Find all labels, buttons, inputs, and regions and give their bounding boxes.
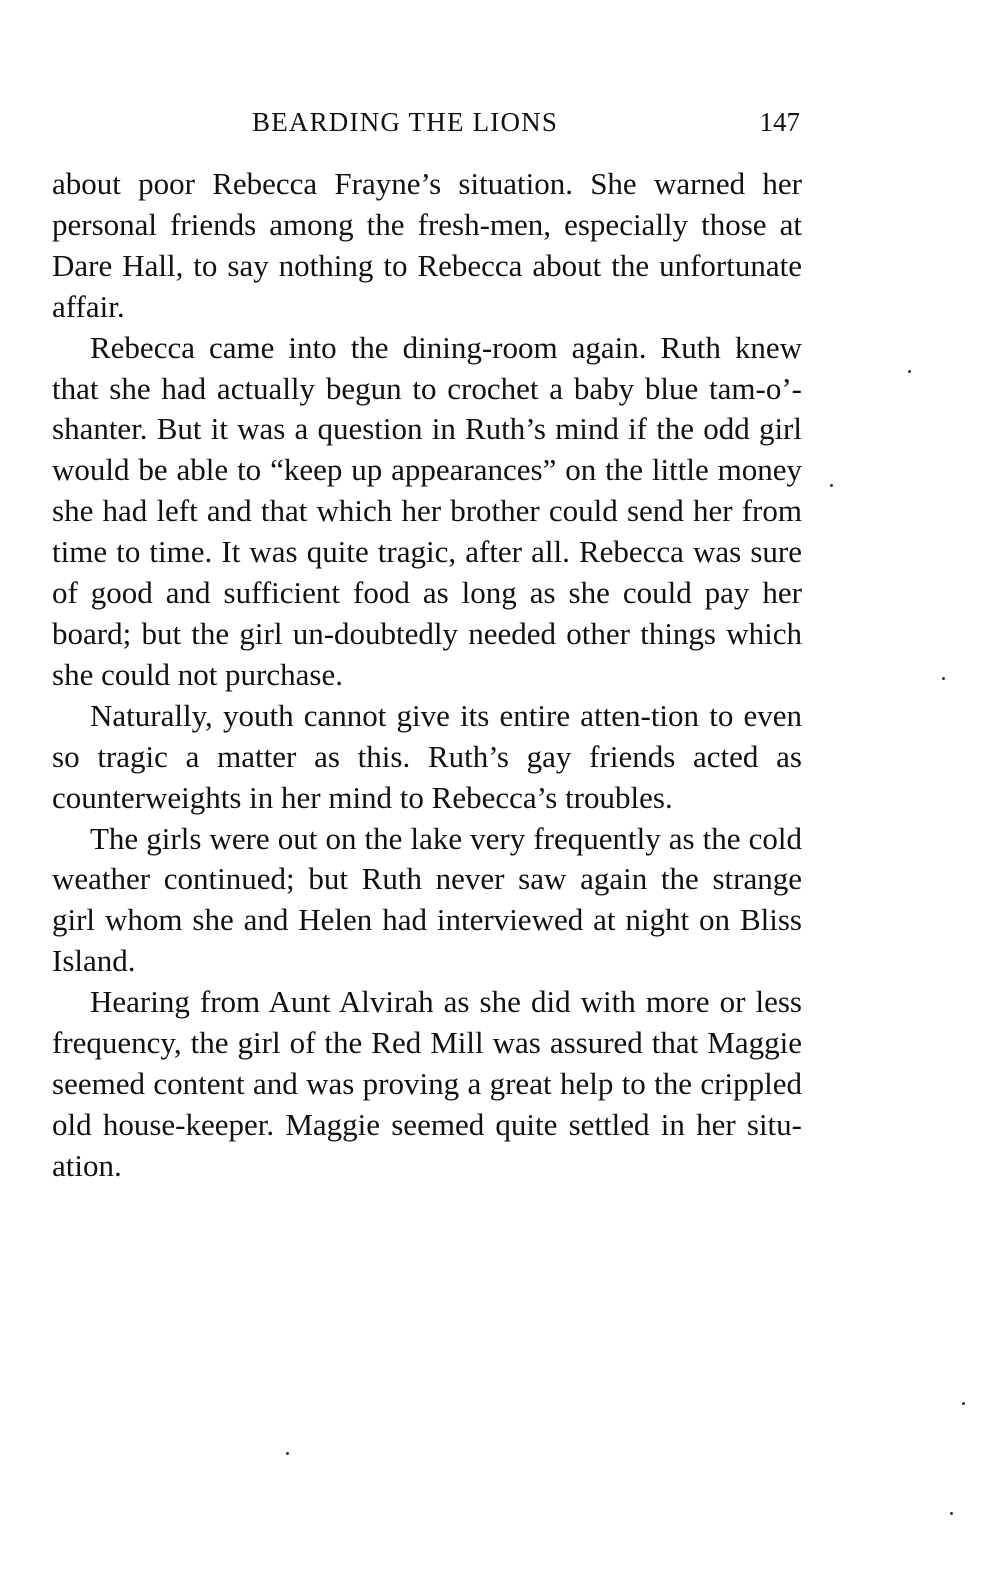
page-header — [52, 104, 802, 140]
body-text — [52, 164, 802, 1187]
paragraph: Rebecca came into the dining-room again. Ruth knew that she had actually begun to crochet a baby blue tam-o’-shanter. But it was a question in Ruth’s mind if the odd girl would be able to “keep up appearances” on the little money she had left and that which her brother could send her from time to time. It was quite tragic, after all. Rebecca was sure of good and sufficient food as long as she could pay her board; but the girl un-doubtedly needed other things which she could not purchase. — [52, 329, 802, 692]
scan-speck — [908, 370, 911, 373]
running-head: BEARDING THE LIONS — [252, 107, 559, 137]
paragraph: The girls were out on the lake very frequently as the cold weather continued; but Ruth never saw again the strange girl whom she and Helen had interviewed at night on Bliss Island. — [52, 820, 802, 979]
scan-speck — [950, 1512, 953, 1515]
paragraph: about poor Rebecca Frayne’s situation. She warned her personal friends among the fresh-men, especially those at Dare Hall, to say nothing to Rebecca about the unfortunate affair. — [52, 166, 802, 324]
scan-speck — [286, 1452, 289, 1455]
paragraph: Hearing from Aunt Alvirah as she did with more or less frequency, the girl of the Red Mill was assured that Maggie seemed content and was proving a great help to the crippled old house-keeper. Maggie seemed quite settled in her situ-ation. — [52, 984, 802, 1183]
scan-speck — [830, 484, 833, 487]
scan-speck — [962, 1402, 965, 1405]
paragraph: Naturally, youth cannot give its entire atten-tion to even so tragic a matter as this. Ruth’s gay friends acted as counterweights in her mind to Rebecca’s troubles. — [52, 697, 802, 815]
page-number: 147 — [759, 107, 800, 137]
scan-speck — [942, 677, 945, 680]
